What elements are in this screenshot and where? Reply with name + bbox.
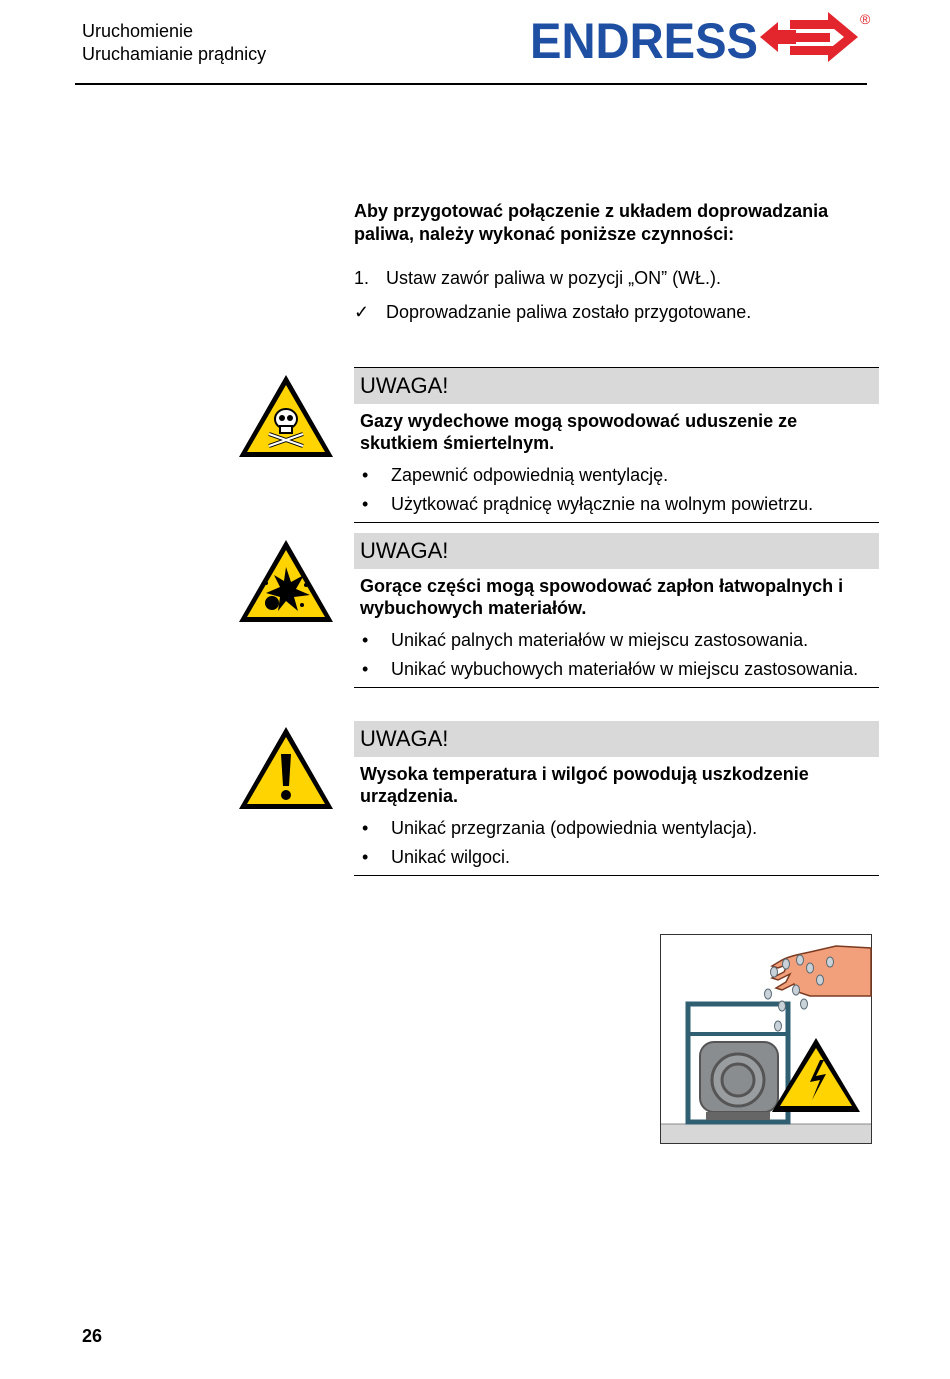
step-text: Ustaw zawór paliwa w pozycji „ON” (WŁ.). [386,268,722,288]
warning-block-general [354,721,879,876]
result-text: Doprowadzanie paliwa zostało przygotowane. [386,302,752,322]
moisture-hazard-illustration [660,934,872,1144]
list-item-text: Unikać wybuchowych materiałów w miejscu zastosowania. [391,659,859,679]
warning-title: Gorące części mogą spowodować zapłon łatwopalnych i wybuchowych materiałów. [360,576,844,618]
list-item [354,846,879,868]
list-item-text: Unikać palnych materiałów w miejscu zastosowania. [391,630,809,650]
step-item [354,267,884,301]
warning-block-toxic [354,367,879,523]
logo-arrows-icon [760,12,858,62]
divider [354,875,879,876]
divider [354,522,879,523]
warning-block-explosive [354,533,879,688]
header-divider [75,83,867,85]
warning-heading: UWAGA! [354,721,879,757]
header-section-titles [82,20,266,66]
warning-heading: UWAGA! [354,533,879,569]
warning-title: Gazy wydechowe mogą spowodować uduszenie ze skutkiem śmiertelnym. [360,411,798,453]
step-number: 1. [354,268,370,288]
bullet-icon: • [362,847,369,867]
bullet-icon: • [362,659,369,679]
chapter-title: Uruchomienie [82,21,194,41]
section-title: Uruchamianie prądnicy [82,44,267,64]
registered-mark: ® [860,11,871,27]
divider [354,687,879,688]
list-item [354,464,879,486]
warning-list [354,464,879,515]
bullet-icon: • [362,465,369,485]
list-item-text: Użytkować prądnicę wyłącznie na wolnym powietrzu. [391,494,814,514]
page-number: 26 [82,1326,103,1346]
list-item [354,629,879,651]
exclamation-warning-icon [236,724,336,812]
list-item [354,493,879,515]
instruction-intro: Aby przygotować połączenie z układem doprowadzania paliwa, należy wykonać poniższe czynności: [354,201,829,244]
toxic-skull-icon [236,372,336,460]
bullet-icon: • [362,630,369,650]
list-item-text: Unikać przegrzania (odpowiednia wentylacja). [391,818,758,838]
warning-list [354,817,879,868]
bullet-icon: • [362,494,369,514]
warning-title: Wysoka temperatura i wilgoć powodują uszkodzenie urządzenia. [360,764,809,806]
list-item-text: Unikać wilgoci. [391,847,511,867]
result-item [354,301,884,335]
warning-heading: UWAGA! [354,368,879,404]
checkmark-icon: ✓ [354,302,370,322]
list-item-text: Zapewnić odpowiednią wentylację. [391,465,669,485]
explosive-icon [236,537,336,625]
list-item [354,817,879,839]
logo-text: ENDRESS [530,13,758,68]
bullet-icon: • [362,818,369,838]
warning-list [354,629,879,680]
list-item [354,658,879,680]
step-list [354,267,884,335]
endress-logo [528,6,874,68]
